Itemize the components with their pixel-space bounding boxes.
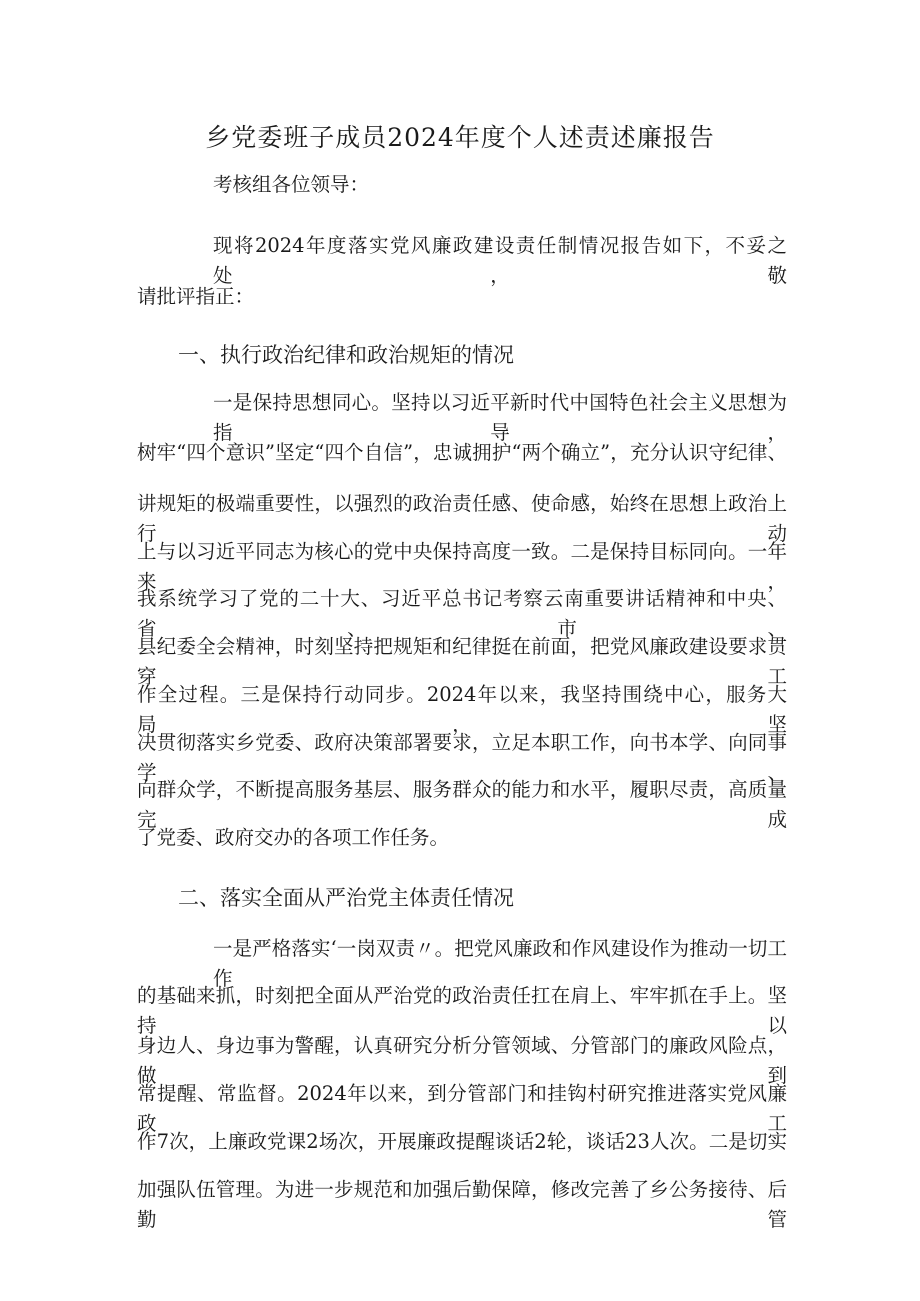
paragraph-line: 作7次，上廉政党课2场次，开展廉政提醒谈话2轮，谈话23人次。二是切实 bbox=[137, 1130, 787, 1153]
paragraph-line: 身边人、身边事为警醒，认真研究分析分管领域、分管部门的廉政风险点，做到 bbox=[137, 1034, 787, 1087]
paragraph-line: 一是严格落实‘一岗双责〃。把党风廉政和作风建设作为推动一切工作 bbox=[213, 937, 787, 990]
section-heading: 二、落实全面从严治党主体责任情况 bbox=[178, 886, 514, 910]
paragraph-line: 向群众学，不断提高服务基层、服务群众的能力和水平，履职尽责，高质量完成 bbox=[137, 778, 787, 831]
intro-line: 请批评指正： bbox=[137, 285, 255, 308]
paragraph-line: 的基础来抓，时刻把全面从严治党的政治责任扛在肩上、牢牢抓在手上。坚持以 bbox=[137, 984, 787, 1037]
section-heading: 一、执行政治纪律和政治规矩的情况 bbox=[178, 343, 514, 367]
paragraph-line: 决贯彻落实乡党委、政府决策部署要求，立足本职工作，向书本学、向同事学、 bbox=[137, 731, 787, 784]
document-title: 乡党委班子成员2024年度个人述责述廉报告 bbox=[205, 123, 715, 152]
paragraph-line: 作全过程。三是保持行动同步。2024年以来，我坚持围绕中心，服务大局，坚 bbox=[137, 683, 787, 736]
greeting: 考核组各位领导： bbox=[213, 173, 370, 196]
paragraph-line: 树牢“四个意识”坚定“四个自信”，忠诚拥护“两个确立”，充分认识守纪律、 bbox=[137, 441, 787, 464]
paragraph-line: 常提醒、常监督。2024年以来，到分管部门和挂钩村研究推进落实党风廉政工 bbox=[137, 1082, 787, 1135]
paragraph-line: 上与以习近平同志为核心的党中央保持高度一致。二是保持目标同向。一年来， bbox=[137, 540, 787, 593]
intro-line: 现将2024年度落实党风廉政建设责任制情况报告如下，不妥之处，敬 bbox=[213, 234, 787, 287]
paragraph-line: 一是保持思想同心。坚持以习近平新时代中国特色社会主义思想为指导， bbox=[213, 391, 787, 444]
paragraph-line: 加强队伍管理。为进一步规范和加强后勤保障，修改完善了乡公务接待、后勤管 bbox=[137, 1178, 787, 1231]
paragraph-line: 我系统学习了党的二十大、习近平总书记考察云南重要讲话精神和中央、省、市、 bbox=[137, 587, 787, 640]
paragraph-line: 了党委、政府交办的各项工作任务。 bbox=[137, 826, 450, 849]
paragraph-line: 县纪委全会精神，时刻坚持把规矩和纪律挺在前面，把党风廉政建设要求贯穿工 bbox=[137, 635, 787, 688]
paragraph-line: 讲规矩的极端重要性，以强烈的政治责任感、使命感，始终在思想上政治上行动 bbox=[137, 492, 787, 545]
